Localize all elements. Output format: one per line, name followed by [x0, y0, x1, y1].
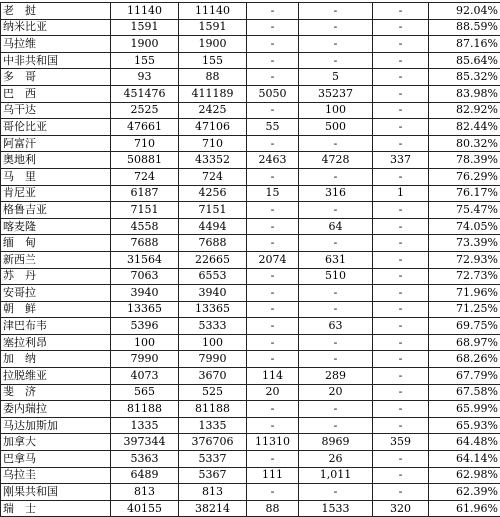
col-2-cell: 22665: [179, 251, 247, 268]
data-table: [0, 2, 500, 517]
row-name-cell: 马达加斯加: [1, 417, 111, 434]
col-2-cell: 155: [179, 52, 247, 69]
row-name-cell: 马 里: [1, 168, 111, 185]
col-5-cell: -: [373, 3, 429, 20]
col-4-cell: -: [299, 19, 373, 36]
table-body: [1, 3, 500, 517]
row-name-cell: 瑞 士: [1, 500, 111, 517]
col-3-cell: -: [247, 168, 299, 185]
table-row: [1, 384, 500, 401]
table-row: [1, 351, 500, 368]
col-5-cell: -: [373, 417, 429, 434]
percent-cell: 80.32%: [429, 135, 500, 152]
col-3-cell: -: [247, 318, 299, 335]
row-name-cell: 缅 甸: [1, 235, 111, 252]
col-2-cell: 3940: [179, 285, 247, 302]
col-2-cell: 4256: [179, 185, 247, 202]
col-4-cell: -: [299, 3, 373, 20]
col-1-cell: 3940: [111, 285, 179, 302]
col-3-cell: 111: [247, 467, 299, 484]
row-name-cell: 津巴布韦: [1, 318, 111, 335]
col-2-cell: 6553: [179, 268, 247, 285]
table-row: [1, 318, 500, 335]
col-1-cell: 100: [111, 334, 179, 351]
row-name-cell: 朝 鲜: [1, 301, 111, 318]
col-3-cell: 20: [247, 384, 299, 401]
row-name-cell: 肯尼亚: [1, 185, 111, 202]
row-name-cell: 安哥拉: [1, 285, 111, 302]
col-1-cell: 81188: [111, 401, 179, 418]
percent-cell: 67.79%: [429, 368, 500, 385]
col-2-cell: 5333: [179, 318, 247, 335]
col-3-cell: -: [247, 202, 299, 219]
col-1-cell: 2525: [111, 102, 179, 119]
col-4-cell: -: [299, 351, 373, 368]
col-1-cell: 813: [111, 484, 179, 501]
col-1-cell: 93: [111, 69, 179, 86]
col-4-cell: -: [299, 36, 373, 53]
col-5-cell: -: [373, 351, 429, 368]
col-2-cell: 5367: [179, 467, 247, 484]
col-2-cell: 710: [179, 135, 247, 152]
col-4-cell: 500: [299, 119, 373, 136]
col-4-cell: 510: [299, 268, 373, 285]
col-2-cell: 11140: [179, 3, 247, 20]
col-2-cell: 1591: [179, 19, 247, 36]
col-4-cell: -: [299, 168, 373, 185]
row-name-cell: 新西兰: [1, 251, 111, 268]
col-4-cell: 20: [299, 384, 373, 401]
col-1-cell: 565: [111, 384, 179, 401]
col-2-cell: 4494: [179, 218, 247, 235]
row-name-cell: 塞拉利昂: [1, 334, 111, 351]
col-1-cell: 11140: [111, 3, 179, 20]
col-4-cell: -: [299, 52, 373, 69]
row-name-cell: 巴拿马: [1, 451, 111, 468]
table-row: [1, 251, 500, 268]
percent-cell: 64.48%: [429, 434, 500, 451]
row-name-cell: 刚果共和国: [1, 484, 111, 501]
percent-cell: 76.29%: [429, 168, 500, 185]
col-5-cell: -: [373, 451, 429, 468]
col-3-cell: -: [247, 451, 299, 468]
table-row: [1, 268, 500, 285]
table-row: [1, 185, 500, 202]
col-5-cell: -: [373, 268, 429, 285]
col-1-cell: 7151: [111, 202, 179, 219]
table-row: [1, 102, 500, 119]
col-1-cell: 40155: [111, 500, 179, 517]
table-row: [1, 168, 500, 185]
col-3-cell: -: [247, 334, 299, 351]
col-5-cell: -: [373, 69, 429, 86]
col-3-cell: -: [247, 235, 299, 252]
percent-cell: 61.96%: [429, 500, 500, 517]
col-3-cell: -: [247, 19, 299, 36]
row-name-cell: 中非共和国: [1, 52, 111, 69]
col-2-cell: 3670: [179, 368, 247, 385]
col-1-cell: 31564: [111, 251, 179, 268]
row-name-cell: 乌干达: [1, 102, 111, 119]
table-row: [1, 235, 500, 252]
col-3-cell: -: [247, 102, 299, 119]
col-5-cell: -: [373, 202, 429, 219]
table-row: [1, 19, 500, 36]
percent-cell: 82.92%: [429, 102, 500, 119]
col-2-cell: 100: [179, 334, 247, 351]
percent-cell: 68.97%: [429, 334, 500, 351]
col-4-cell: 35237: [299, 85, 373, 102]
row-name-cell: 苏 丹: [1, 268, 111, 285]
col-2-cell: 376706: [179, 434, 247, 451]
table-row: [1, 152, 500, 169]
table-row: [1, 218, 500, 235]
col-3-cell: 114: [247, 368, 299, 385]
col-1-cell: 710: [111, 135, 179, 152]
col-3-cell: -: [247, 36, 299, 53]
percent-cell: 78.39%: [429, 152, 500, 169]
table-row: [1, 135, 500, 152]
col-4-cell: 316: [299, 185, 373, 202]
col-1-cell: 724: [111, 168, 179, 185]
col-1-cell: 6489: [111, 467, 179, 484]
col-4-cell: -: [299, 417, 373, 434]
col-2-cell: 411189: [179, 85, 247, 102]
percent-cell: 85.64%: [429, 52, 500, 69]
col-5-cell: -: [373, 218, 429, 235]
col-2-cell: 7151: [179, 202, 247, 219]
table-row: [1, 3, 500, 20]
table-row: [1, 451, 500, 468]
col-1-cell: 47661: [111, 119, 179, 136]
col-3-cell: -: [247, 351, 299, 368]
row-name-cell: 哥伦比亚: [1, 119, 111, 136]
table-row: [1, 36, 500, 53]
percent-cell: 64.14%: [429, 451, 500, 468]
row-name-cell: 加拿大: [1, 434, 111, 451]
percent-cell: 68.26%: [429, 351, 500, 368]
percent-cell: 83.98%: [429, 85, 500, 102]
col-5-cell: -: [373, 52, 429, 69]
col-4-cell: 289: [299, 368, 373, 385]
col-5-cell: -: [373, 102, 429, 119]
col-3-cell: -: [247, 301, 299, 318]
row-name-cell: 拉脱维亚: [1, 368, 111, 385]
col-5-cell: -: [373, 36, 429, 53]
percent-cell: 73.39%: [429, 235, 500, 252]
percent-cell: 69.75%: [429, 318, 500, 335]
col-3-cell: 5050: [247, 85, 299, 102]
col-2-cell: 81188: [179, 401, 247, 418]
col-3-cell: -: [247, 417, 299, 434]
percent-cell: 87.16%: [429, 36, 500, 53]
col-5-cell: -: [373, 135, 429, 152]
table-row: [1, 368, 500, 385]
col-5-cell: -: [373, 467, 429, 484]
row-name-cell: 巴 西: [1, 85, 111, 102]
percent-cell: 67.58%: [429, 384, 500, 401]
row-name-cell: 纳米比亚: [1, 19, 111, 36]
col-5-cell: -: [373, 368, 429, 385]
col-3-cell: -: [247, 401, 299, 418]
row-name-cell: 老 挝: [1, 3, 111, 20]
table-row: [1, 119, 500, 136]
col-4-cell: -: [299, 301, 373, 318]
table-row: [1, 301, 500, 318]
row-name-cell: 多 哥: [1, 69, 111, 86]
row-name-cell: 奥地利: [1, 152, 111, 169]
percent-cell: 72.73%: [429, 268, 500, 285]
col-2-cell: 7688: [179, 235, 247, 252]
row-name-cell: 斐 济: [1, 384, 111, 401]
col-3-cell: 55: [247, 119, 299, 136]
col-1-cell: 5363: [111, 451, 179, 468]
percent-cell: 88.59%: [429, 19, 500, 36]
percent-cell: 65.99%: [429, 401, 500, 418]
col-4-cell: 100: [299, 102, 373, 119]
col-5-cell: 359: [373, 434, 429, 451]
table-row: [1, 401, 500, 418]
col-5-cell: -: [373, 168, 429, 185]
col-4-cell: -: [299, 334, 373, 351]
col-4-cell: -: [299, 285, 373, 302]
col-2-cell: 88: [179, 69, 247, 86]
col-1-cell: 5396: [111, 318, 179, 335]
col-2-cell: 1335: [179, 417, 247, 434]
col-3-cell: 11310: [247, 434, 299, 451]
col-4-cell: 1,011: [299, 467, 373, 484]
col-3-cell: -: [247, 69, 299, 86]
col-1-cell: 397344: [111, 434, 179, 451]
col-5-cell: -: [373, 384, 429, 401]
percent-cell: 76.17%: [429, 185, 500, 202]
percent-cell: 71.25%: [429, 301, 500, 318]
col-4-cell: -: [299, 202, 373, 219]
col-5-cell: -: [373, 401, 429, 418]
col-5-cell: -: [373, 301, 429, 318]
row-name-cell: 乌拉圭: [1, 467, 111, 484]
col-2-cell: 525: [179, 384, 247, 401]
col-5-cell: 337: [373, 152, 429, 169]
col-1-cell: 4073: [111, 368, 179, 385]
col-3-cell: -: [247, 135, 299, 152]
col-2-cell: 38214: [179, 500, 247, 517]
col-3-cell: -: [247, 52, 299, 69]
col-2-cell: 5337: [179, 451, 247, 468]
col-3-cell: -: [247, 268, 299, 285]
col-4-cell: 8969: [299, 434, 373, 451]
table-row: [1, 417, 500, 434]
col-3-cell: 2074: [247, 251, 299, 268]
col-4-cell: 4728: [299, 152, 373, 169]
col-1-cell: 7990: [111, 351, 179, 368]
table-row: [1, 85, 500, 102]
col-3-cell: 2463: [247, 152, 299, 169]
col-1-cell: 1335: [111, 417, 179, 434]
col-2-cell: 724: [179, 168, 247, 185]
percent-cell: 85.32%: [429, 69, 500, 86]
col-2-cell: 7990: [179, 351, 247, 368]
row-name-cell: 格鲁吉亚: [1, 202, 111, 219]
col-4-cell: -: [299, 135, 373, 152]
col-4-cell: 5: [299, 69, 373, 86]
col-1-cell: 451476: [111, 85, 179, 102]
col-1-cell: 1900: [111, 36, 179, 53]
col-4-cell: 64: [299, 218, 373, 235]
col-1-cell: 4558: [111, 218, 179, 235]
table-row: [1, 334, 500, 351]
row-name-cell: 喀麦隆: [1, 218, 111, 235]
percent-cell: 62.39%: [429, 484, 500, 501]
col-5-cell: -: [373, 251, 429, 268]
col-4-cell: -: [299, 484, 373, 501]
table-row: [1, 52, 500, 69]
col-4-cell: 1533: [299, 500, 373, 517]
row-name-cell: 加 纳: [1, 351, 111, 368]
row-name-cell: 马拉维: [1, 36, 111, 53]
col-3-cell: -: [247, 484, 299, 501]
col-2-cell: 43352: [179, 152, 247, 169]
col-4-cell: 63: [299, 318, 373, 335]
table-row: [1, 69, 500, 86]
col-5-cell: -: [373, 119, 429, 136]
percent-cell: 82.44%: [429, 119, 500, 136]
col-3-cell: -: [247, 285, 299, 302]
col-5-cell: 320: [373, 500, 429, 517]
col-3-cell: -: [247, 218, 299, 235]
col-3-cell: 15: [247, 185, 299, 202]
table-row: [1, 484, 500, 501]
col-2-cell: 47106: [179, 119, 247, 136]
col-5-cell: -: [373, 19, 429, 36]
col-3-cell: 88: [247, 500, 299, 517]
col-4-cell: -: [299, 235, 373, 252]
percent-cell: 62.98%: [429, 467, 500, 484]
percent-cell: 75.47%: [429, 202, 500, 219]
col-3-cell: -: [247, 3, 299, 20]
col-1-cell: 13365: [111, 301, 179, 318]
col-1-cell: 50881: [111, 152, 179, 169]
col-5-cell: -: [373, 334, 429, 351]
col-2-cell: 2425: [179, 102, 247, 119]
percent-cell: 72.93%: [429, 251, 500, 268]
col-5-cell: -: [373, 285, 429, 302]
col-1-cell: 6187: [111, 185, 179, 202]
col-2-cell: 813: [179, 484, 247, 501]
col-1-cell: 155: [111, 52, 179, 69]
row-name-cell: 阿富汗: [1, 135, 111, 152]
col-4-cell: 631: [299, 251, 373, 268]
col-1-cell: 7063: [111, 268, 179, 285]
percent-cell: 71.96%: [429, 285, 500, 302]
col-4-cell: -: [299, 401, 373, 418]
percent-cell: 74.05%: [429, 218, 500, 235]
col-1-cell: 1591: [111, 19, 179, 36]
table-row: [1, 202, 500, 219]
col-5-cell: 1: [373, 185, 429, 202]
col-4-cell: 26: [299, 451, 373, 468]
percent-cell: 92.04%: [429, 3, 500, 20]
table-row: [1, 285, 500, 302]
percent-cell: 65.93%: [429, 417, 500, 434]
col-5-cell: -: [373, 484, 429, 501]
col-2-cell: 13365: [179, 301, 247, 318]
table-row: [1, 434, 500, 451]
col-5-cell: -: [373, 85, 429, 102]
table-row: [1, 467, 500, 484]
col-5-cell: -: [373, 235, 429, 252]
col-2-cell: 1900: [179, 36, 247, 53]
col-5-cell: -: [373, 318, 429, 335]
col-1-cell: 7688: [111, 235, 179, 252]
row-name-cell: 委内瑞拉: [1, 401, 111, 418]
